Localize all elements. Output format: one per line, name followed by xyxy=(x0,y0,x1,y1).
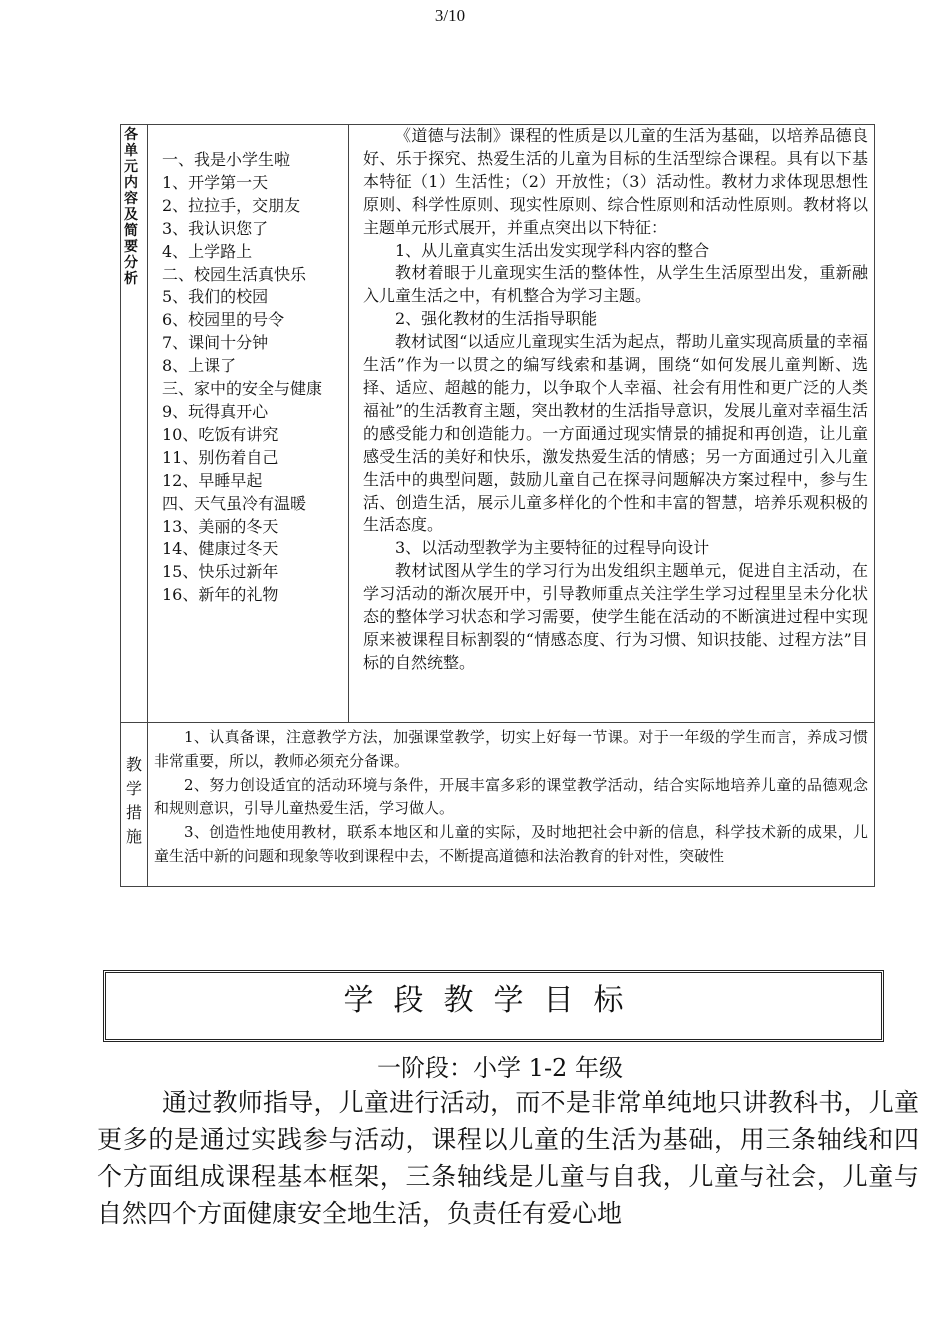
goal-title: 学段教学目标 xyxy=(343,983,644,1018)
list-item: 4、上学路上 xyxy=(162,241,253,261)
measures-content-cell xyxy=(148,723,875,887)
body-paragraph: 通过教师指导，儿童进行活动，而不是非常单纯地只讲教科书，儿童更多的是通过实践参与活动，课程以儿童的生活为基础，用三条轴线和四个方面组成课程基本框架，三条轴线是儿童与自我，儿童与社会，儿童与自然四个方面健康安全地生活，负责任有爱心地 xyxy=(97,1088,919,1228)
list-item: 四、天气虽冷有温暖 xyxy=(162,493,307,513)
list-item: 3、我认识您了 xyxy=(162,218,269,238)
units-section-label: 各单元内容及简要分析 xyxy=(124,127,138,287)
measures-section-label: 教学措施 xyxy=(126,755,143,846)
body-text xyxy=(97,1084,919,1232)
analysis-paragraph: 《道德与法制》课程的性质是以儿童的生活为基础，以培养品德良好、乐于探究、热爱生活的儿童为目标的生活型综合课程。具有以下基本特征（1）生活性；（2）开放性；（3）活动性。教材力求体现思想性原则、科学性原则、现实性原则、综合性原则和活动性原则。教材将以主题单元形式展开，并重点突出以下特征： xyxy=(363,126,868,237)
analysis-paragraph: 教材试图“以适应儿童现实生活为起点，帮助儿童实现高质量的幸福生活”作为一以贯之的编写线索和基调，围绕“如何发展儿童判断、选择、适应、超越的能力，以争取个人幸福、社会有用性和更广泛的人类福祉”的生活教育主题，突出教材的生活指导意识，发展儿童对幸福生活的感受能力和创造能力。一方面通过现实情景的捕捉和再创造，让儿童感受生活的美好和快乐，激发热爱生活的情感；另一方面通过引入儿童生活中的典型问题，鼓励儿童自己在探寻问题解决方案过程中，参与生活、创造生活，展示儿童多样化的个性和丰富的智慧，培养乐观积极的生活态度。 xyxy=(363,332,868,535)
analysis-subheading: 1、从儿童真实生活出发实现学科内容的整合 xyxy=(395,240,710,260)
analysis-text xyxy=(349,125,874,675)
measures-text xyxy=(148,723,874,873)
list-item: 11、别伤着自己 xyxy=(162,447,279,467)
list-item: 12、早睡早起 xyxy=(162,470,263,490)
list-item: 16、新年的礼物 xyxy=(162,585,279,605)
list-item: 8、上课了 xyxy=(162,356,237,376)
page-number: 3/10 xyxy=(434,6,466,25)
measure-paragraph: 2、努力创设适宜的活动环境与条件，开展丰富多彩的课堂教学活动，结合实际地培养儿童的品德观念和规则意识，引导儿童热爱生活，学习做人。 xyxy=(154,775,868,818)
measure-paragraph: 3、创造性地使用教材，联系本地区和儿童的实际，及时地把社会中新的信息，科学技术新的成果，儿童生活中新的问题和现象等收到课程中去，不断提高道德和法治教育的针对性，突破性 xyxy=(154,823,868,865)
analysis-subheading: 3、以活动型教学为主要特征的过程导向设计 xyxy=(395,538,710,558)
list-item: 二、校园生活真快乐 xyxy=(162,264,307,284)
stage-heading: 一阶段：小学 1-2 年级 xyxy=(377,1054,623,1082)
list-item: 6、校园里的号令 xyxy=(162,310,285,330)
list-item: 14、健康过冬天 xyxy=(162,539,279,559)
analysis-subheading: 2、强化教材的生活指导职能 xyxy=(395,309,598,329)
unit-plan-table xyxy=(120,124,875,887)
list-item: 10、吃饭有讲究 xyxy=(162,424,279,444)
list-item: 15、快乐过新年 xyxy=(162,562,279,582)
units-list-cell xyxy=(148,125,349,723)
list-item: 9、玩得真开心 xyxy=(162,401,269,421)
units-analysis-cell xyxy=(349,125,875,723)
unit-list xyxy=(148,125,348,607)
analysis-paragraph: 教材着眼于儿童现实生活的整体性，从学生生活原型出发，重新融入儿童生活之中，有机整合为学习主题。 xyxy=(363,263,868,306)
units-label-cell xyxy=(121,125,148,723)
analysis-paragraph: 教材试图从学生的学习行为出发组织主题单元，促进自主活动，在学习活动的渐次展开中，引导教师重点关注学生学习过程里呈未分化状态的整体学习状态和学习需要，使学生能在活动的不断演进过程中实现原来被课程目标割裂的“情感态度、行为习惯、知识技能、过程方法”目标的自然统整。 xyxy=(363,561,868,672)
list-item: 7、课间十分钟 xyxy=(162,333,269,353)
list-item: 5、我们的校园 xyxy=(162,287,269,307)
list-item: 13、美丽的冬天 xyxy=(162,516,279,536)
list-item: 1、开学第一天 xyxy=(162,172,269,192)
measures-label-cell xyxy=(121,723,148,887)
measure-paragraph: 1、认真备课，注意教学方法，加强课堂教学，切实上好每一节课。对于一年级的学生而言，养成习惯非常重要，所以，教师必须充分备课。 xyxy=(154,728,868,770)
measures-row xyxy=(121,723,875,887)
list-item: 三、家中的安全与健康 xyxy=(162,379,323,399)
goal-title-box xyxy=(103,970,884,1042)
units-row xyxy=(121,125,875,723)
list-item: 一、我是小学生啦 xyxy=(162,150,291,169)
list-item: 2、拉拉手，交朋友 xyxy=(162,195,301,215)
